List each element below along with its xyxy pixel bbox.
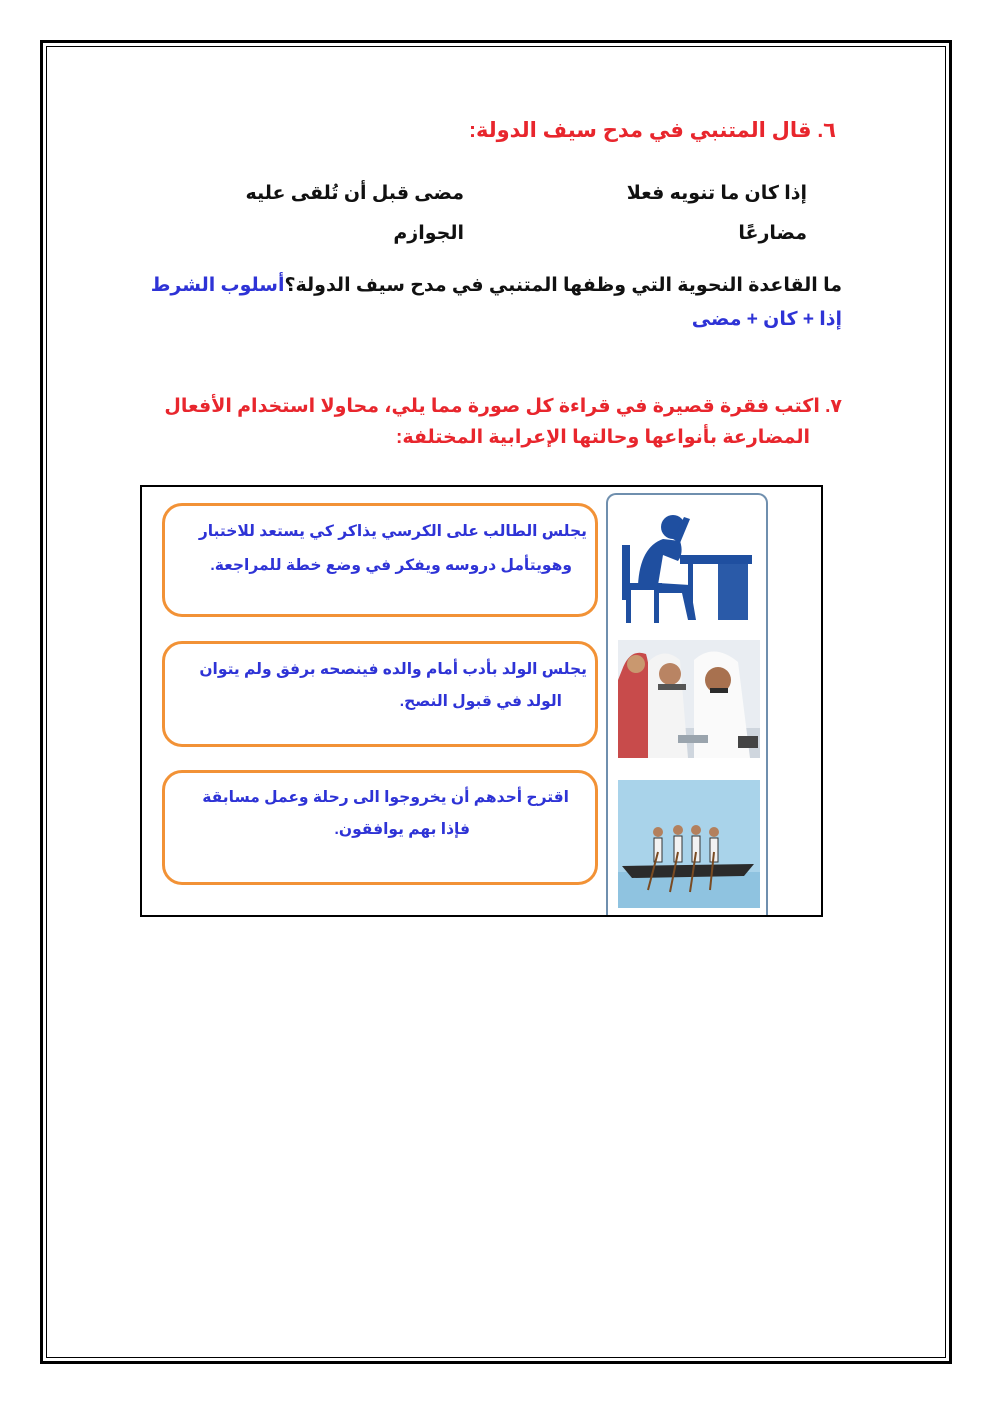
grammar-answer-formula: إذا + كان + مضى: [691, 309, 842, 330]
answer-1-line1: يجلس الطالب على الكرسي يذاكر كي يستعد للاختبار: [198, 523, 587, 540]
answer-2-line2: الولد في قبول النصح.: [399, 693, 562, 710]
verse-line1-first-hemistich: إذا كان ما تنويه فعلا: [626, 183, 807, 204]
answer-2-line1: يجلس الولد بأدب أمام والده فينصحه برفق ولم يتوان: [199, 661, 587, 678]
verse-line1-second-hemistich: مضى قبل أن تُلقى عليه: [245, 183, 464, 204]
grammar-question-line: [151, 274, 842, 297]
grammar-question: ما القاعدة النحوية التي وظفها المتنبي في مدح سيف الدولة؟: [284, 275, 842, 296]
grammar-answer: أسلوب الشرط: [150, 275, 285, 296]
question-7-line2: المضارعة بأنواعها وحالتها الإعرابية المختلفة:: [396, 427, 810, 448]
verse-line2-second-hemistich: الجوازم: [393, 223, 464, 244]
answer-3-line2: فإذا بهم يوافقون.: [334, 821, 470, 838]
picture-father-advising-son: [618, 640, 760, 758]
question-7-line1: ٧. اكتب فقرة قصيرة في قراءة كل صورة مما يلي، محاولا استخدام الأفعال: [164, 396, 842, 417]
question-6-title: ٦. قال المتنبي في مدح سيف الدولة:: [468, 119, 836, 142]
answer-1-line2: وهويتأمل دروسه ويفكر في وضع خطة للمراجعة.: [210, 557, 572, 574]
answer-3-line1: اقترح أحدهم أن يخروجوا الى رحلة وعمل مسابقة: [202, 789, 569, 806]
picture-rowing-boat: [618, 780, 760, 908]
verse-line2-first-hemistich: مضارعًا: [738, 223, 807, 244]
picture-student-studying: [618, 505, 760, 625]
